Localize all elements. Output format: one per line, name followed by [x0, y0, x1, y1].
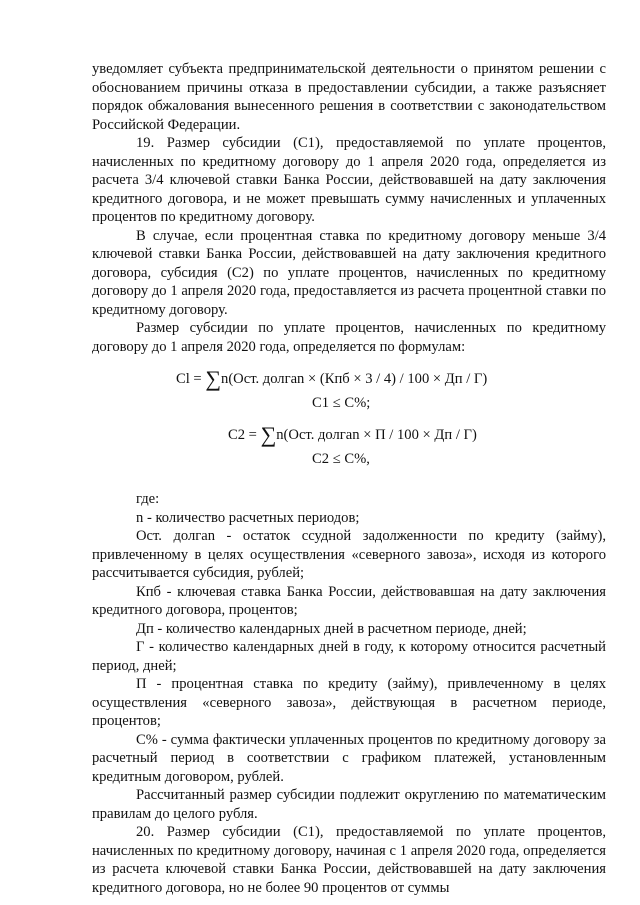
paragraph-formula-intro: Размер субсидии по уплате процентов, начисленных по кредитному договору до 1 апреля 2020 года, определяется по формулам:	[92, 320, 606, 355]
formula-c1-lhs: Cl =	[176, 371, 206, 387]
paragraph-20: 20. Размер субсидии (С1), предоставляемой по уплате процентов, начисленных по кредитному договору, начиная с 1 апреля 2020 года, определяется из расчета ключевой ставки Банка России, действовавшей на дату заключения кредитного договора, но не более 90 процентов от суммы	[92, 824, 606, 896]
definition-p: П - процентная ставка по кредиту (займу), привлеченному в целях осуществления «северного завоза», действующая в расчетном периоде, процентов;	[92, 676, 606, 729]
definition-g: Г - количество календарных дней в году, к которому относится расчетный период, дней;	[92, 639, 606, 674]
paragraph-intro: уведомляет субъекта предпринимательской деятельности о принятом решении с обоснованием причины отказа в предоставлении субсидии, а также разъясняет порядок обжалования вынесенного решения в соответствии с законодательством Российской Федерации.	[92, 61, 606, 133]
formula-c2	[228, 422, 477, 447]
definition-n: n - количество расчетных периодов;	[136, 509, 360, 526]
formula-c2-condition: C2 ≤ C%,	[312, 451, 370, 467]
formula-c1	[176, 366, 488, 391]
definition-debt: Ост. долгаn - остаток ссудной задолженности по кредиту (займу), привлеченному в целях осуществления «северного завоза», исходя из которого рассчитывается субсидия, рублей;	[92, 528, 606, 581]
where-label: где:	[136, 491, 160, 507]
definitions-list	[92, 490, 606, 786]
formula-c1-condition: C1 ≤ C%;	[312, 395, 371, 411]
formula-c1-sigma: ∑	[205, 366, 222, 391]
document-body	[92, 60, 606, 897]
paragraph-rounding: Рассчитанный размер субсидии подлежит округлению по математическим правилам до целого рубля.	[92, 787, 606, 822]
formula-c1-rhs: n(Ост. долгаn × (Кпб × 3 / 4) / 100 × Дп / Г)	[221, 371, 488, 387]
formula-c2-rhs: n(Ост. долгаn × П / 100 × Дп / Г)	[276, 427, 477, 443]
paragraph-19: 19. Размер субсидии (С1), предоставляемой по уплате процентов, начисленных по кредитному договору до 1 апреля 2020 года, определяется из расчета 3/4 ключевой ставки Банка России, действовавшей на дату заключения кредитного договора, и не может превышать сумму начисленных и уплаченных процентов по кредитному договору.	[92, 135, 606, 225]
definition-dp: Дп - количество календарных дней в расчетном периоде, дней;	[136, 620, 527, 637]
definition-c-percent: С% - сумма фактически уплаченных процентов по кредитному договору за расчетный период в соответствии с графиком платежей, установленным кредитным договором, рублей.	[92, 731, 606, 785]
definition-kpb: Кпб - ключевая ставка Банка России, действовавшая на дату заключения кредитного договора, процентов;	[92, 583, 606, 618]
paragraph-case: В случае, если процентная ставка по кредитному договору меньше 3/4 ключевой ставки Банка России, действовавшей на дату заключения кредитного договора, субсидия (С2) по уплате процентов, начисленных по кредитному договору до 1 апреля 2020 года, предоставляется из расчета процентной ставки по кредитному договору.	[92, 227, 606, 318]
formula-block	[92, 368, 606, 480]
formula-c2-lhs: C2 =	[228, 427, 261, 443]
formula-c2-sigma: ∑	[260, 422, 277, 447]
